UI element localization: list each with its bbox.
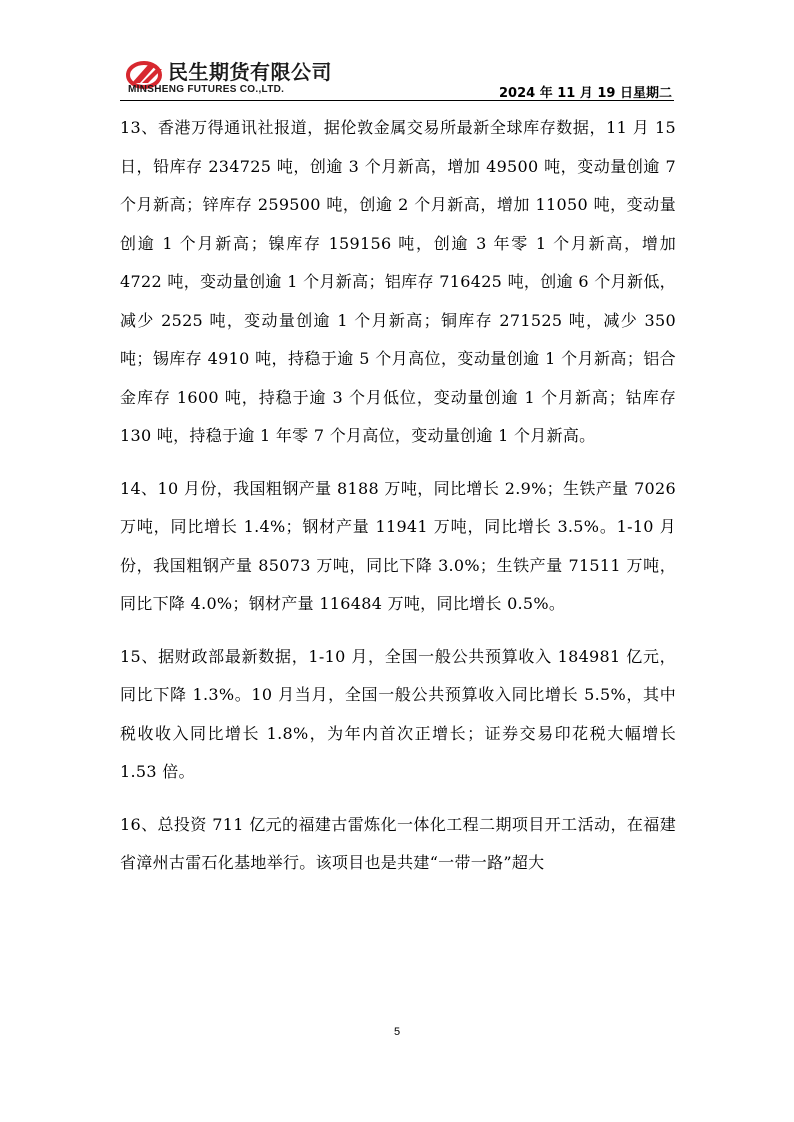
company-name-cn: 民生期货有限公司 [168,60,332,84]
page-number: 5 [393,1026,401,1038]
company-logo [126,56,366,100]
news-item-13: 13、香港万得通讯社报道，据伦敦金属交易所最新全球库存数据，11 月 15 日，铅库存 234725 吨，创逾 3 个月新高，增加 49500 吨，变动量创逾 7 个月新高；锌库存 259500 吨，创逾 2 个月新高，增加 11050 吨，变动量创逾 1 个月新高；镍库存 159156 吨，创逾 3 年零 1 个月新高，增加 4722 吨，变动量创逾 1 个月新高；铝库存 716425 吨，创逾 6 个月新低，减少 2525 吨，变动量创逾 1 个月新高；铜库存 271525 吨，减少 350 吨；锡库存 4910 吨，持稳于逾 5 个月高位，变动量创逾 1 个月新高；铝合金库存 1600 吨，持稳于逾 3 个月低位，变动量创逾 1 个月新高；钴库存 130 吨，持稳于逾 1 年零 7 个月高位，变动量创逾 1 个月新高。 [120,118,676,445]
company-name-en: MINSHENG FUTURES CO.,LTD. [128,84,285,95]
report-date: 2024 年 11 月 19 日星期二 [499,86,672,101]
news-item-14: 14、10 月份，我国粗钢产量 8188 万吨，同比增长 2.9%；生铁产量 7026 万吨，同比增长 1.4%；钢材产量 11941 万吨，同比增长 3.5%。1-10 月份，我国粗钢产量 85073 万吨，同比下降 3.0%；生铁产量 71511 万吨，同比下降 4.0%；钢材产量 116484 万吨，同比增长 0.5%。 [120,478,676,613]
news-item-16: 16、总投资 711 亿元的福建古雷炼化一体化工程二期项目开工活动，在福建省漳州古雷石化基地举行。该项目也是共建“一带一路”超大 [120,814,676,872]
news-item-15: 15、据财政部最新数据，1-10 月，全国一般公共预算收入 184981 亿元，同比下降 1.3%。10 月当月，全国一般公共预算收入同比增长 5.5%，其中税收收入同比增长 1.8%，为年内首次正增长；证券交易印花税大幅增长 1.53 倍。 [120,646,676,781]
page-header [120,52,674,101]
document-body [120,109,676,897]
